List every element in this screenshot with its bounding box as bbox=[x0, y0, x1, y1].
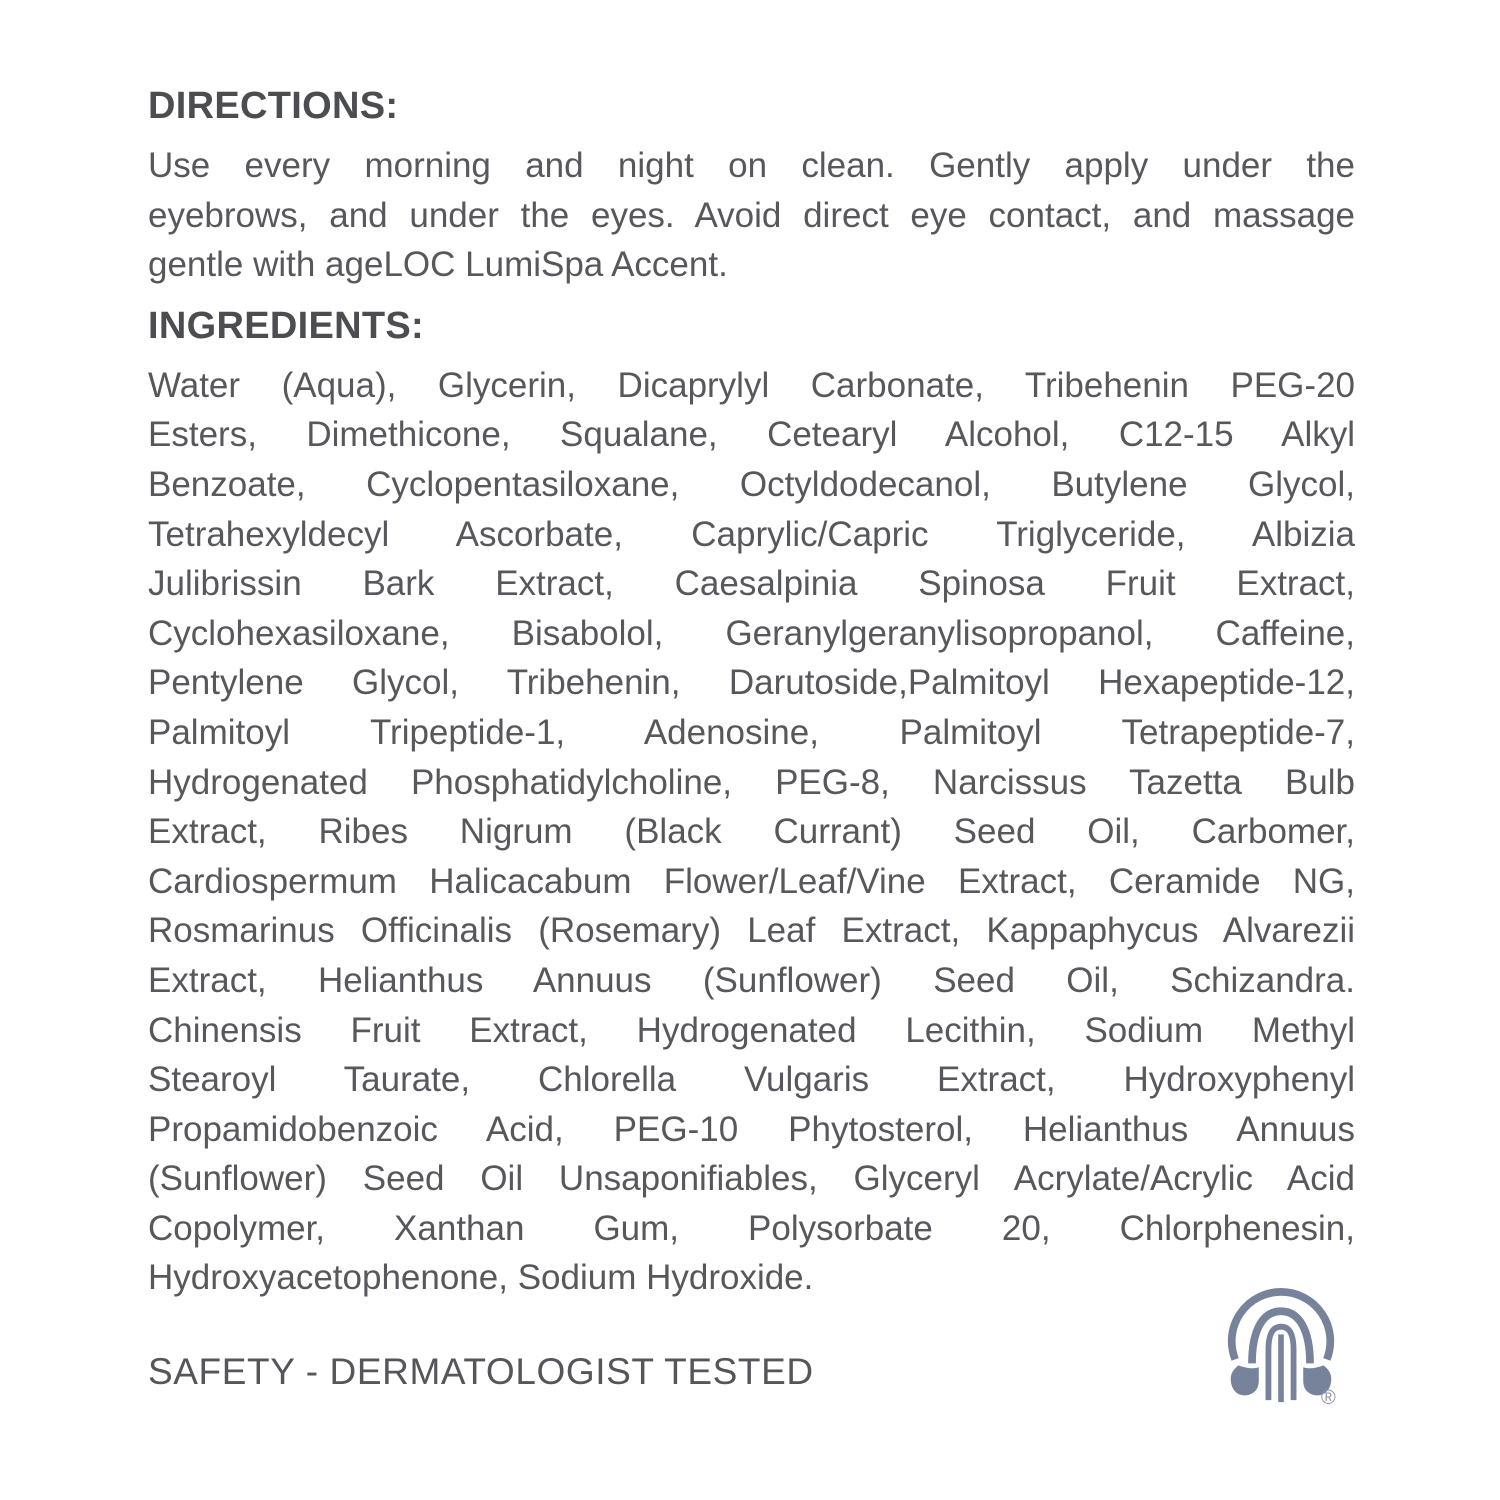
text-line: Water (Aqua), Glycerin, Dicaprylyl Carbonate, Tribehenin PEG-20 bbox=[148, 365, 1355, 405]
directions-heading: DIRECTIONS: bbox=[148, 85, 399, 127]
ingredients-heading: INGREDIENTS: bbox=[148, 304, 424, 347]
text-line: Tetrahexyldecyl Ascorbate, Caprylic/Capric Triglyceride, Albizia bbox=[148, 514, 1355, 554]
text-line: Use every morning and night on clean. Gently apply under the bbox=[148, 146, 1355, 185]
text-line: Copolymer, Xanthan Gum, Polysorbate 20, Chlorphenesin, bbox=[148, 1208, 1355, 1248]
text-line: Extract, Ribes Nigrum (Black Currant) Seed Oil, Carbomer, bbox=[148, 812, 1355, 852]
text-line: eyebrows, and under the eyes. Avoid direct eye contact, and massage bbox=[148, 195, 1355, 235]
text-line: Hydroxyacetophenone, Sodium Hydroxide. bbox=[148, 1258, 814, 1298]
registered-trademark-symbol: ® bbox=[1321, 1387, 1336, 1409]
text-line: Palmitoyl Tripeptide-1, Adenosine, Palmitoyl Tetrapeptide-7, bbox=[148, 712, 1355, 752]
text-line: Stearoyl Taurate, Chlorella Vulgaris Extract, Hydroxyphenyl bbox=[148, 1060, 1355, 1100]
text-line: Chinensis Fruit Extract, Hydrogenated Lecithin, Sodium Methyl bbox=[148, 1010, 1355, 1050]
text-line: Hydrogenated Phosphatidylcholine, PEG-8, Narcissus Tazetta Bulb bbox=[148, 762, 1355, 802]
text-line: gentle with ageLOC LumiSpa Accent. bbox=[148, 245, 728, 285]
text-line: Pentylene Glycol, Tribehenin, Darutoside,Palmitoyl Hexapeptide-12, bbox=[148, 663, 1355, 703]
text-line: (Sunflower) Seed Oil Unsaponifiables, Glyceryl Acrylate/Acrylic Acid bbox=[148, 1159, 1355, 1199]
text-line: Julibrissin Bark Extract, Caesalpinia Spinosa Fruit Extract, bbox=[148, 564, 1355, 604]
brand-logo bbox=[1223, 1286, 1339, 1410]
text-line: Cardiospermum Halicacabum Flower/Leaf/Vine Extract, Ceramide NG, bbox=[148, 861, 1355, 901]
ingredients-paragraph bbox=[148, 361, 1355, 1303]
directions-paragraph bbox=[148, 141, 1355, 290]
safety-statement: SAFETY - DERMATOLOGIST TESTED bbox=[148, 1351, 814, 1393]
text-line: Esters, Dimethicone, Squalane, Cetearyl Alcohol, C12-15 Alkyl bbox=[148, 415, 1355, 455]
text-line: Cyclohexasiloxane, Bisabolol, Geranylgeranylisopropanol, Caffeine, bbox=[148, 613, 1355, 653]
text-line: Propamidobenzoic Acid, PEG-10 Phytosterol, Helianthus Annuus bbox=[148, 1109, 1355, 1149]
text-line: Benzoate, Cyclopentasiloxane, Octyldodecanol, Butylene Glycol, bbox=[148, 464, 1355, 504]
label-text-column bbox=[148, 0, 1355, 1395]
text-line: Rosmarinus Officinalis (Rosemary) Leaf Extract, Kappaphycus Alvarezii bbox=[148, 911, 1355, 951]
text-line: Extract, Helianthus Annuus (Sunflower) Seed Oil, Schizandra. bbox=[148, 960, 1355, 1000]
